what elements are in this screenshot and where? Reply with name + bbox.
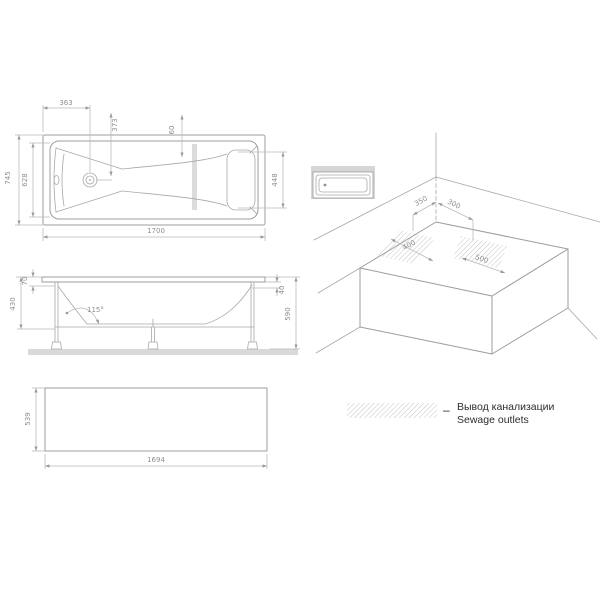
dim-label-angle: 115° [87,306,104,314]
floor-line-left-lower [316,327,360,353]
head-wall-inner [62,154,64,206]
overflow-hole [54,176,59,185]
head-taper-bottom [56,191,122,212]
dim-label-outlet-left-width: 400 [401,238,417,252]
dim-label-overall-length: 1700 [147,227,165,235]
dim-label-drain-y: 373 [111,118,119,132]
foot-end-wall [227,150,255,210]
dim-label-panel-height: 539 [24,412,32,426]
right-support [251,282,254,327]
drain [83,173,97,187]
basin-bottom-edge [122,191,227,206]
floor-line-left-upper [318,268,360,293]
floor-line-right [568,308,597,339]
dim-label-drain-x: 363 [59,99,73,107]
dim-label-foot-width: 448 [271,173,279,187]
legend [347,401,554,426]
mini-plan-icon [311,166,375,199]
tub-side-outline [42,277,265,327]
wall-line-right [436,177,600,222]
legend-label-ru: Вывод канализации [457,401,555,413]
section-band [192,144,197,210]
box-bottom-edges [360,308,568,354]
tub-outer-edge [43,135,265,225]
dim-label-overall-width: 745 [4,171,12,185]
rim-profile [42,277,265,282]
dim-label-offset-right: 300 [446,197,462,211]
dim-label-outlet-right-width: 500 [474,253,490,266]
dim-label-total-height: 590 [284,307,292,321]
floor [28,349,298,355]
dim-label-skirt-height: 430 [9,297,17,311]
tub-basin [54,146,257,214]
basin-top-edge [122,154,227,169]
legend-hatch-swatch [347,403,437,418]
front-panel-view [24,388,267,469]
left-support [55,282,58,327]
adjustable-feet [52,327,258,349]
legend-label-en: Sewage outlets [457,414,529,426]
foot [52,327,62,349]
tub-profile [58,285,252,324]
foot [148,327,158,349]
side-view [9,269,300,355]
dim-label-inner-width: 628 [21,173,29,187]
head-taper-top [56,148,122,169]
front-panel-dimensions [24,388,267,469]
box-vertical-edges [360,249,568,354]
icon-drain [324,184,327,187]
legend-dash: – [443,403,450,417]
drain-center [89,179,91,181]
dim-label-offset-left: 350 [413,194,429,208]
foot [248,327,258,349]
top-view-dimensions [4,99,287,241]
panel-outline [45,388,267,451]
icon-tub-outer [313,172,373,198]
dim-label-rim-overhang: 40 [278,285,286,295]
dim-label-rim-thickness: 70 [21,276,29,286]
top-view [4,99,287,241]
sewage-outlet-right-hatch [453,236,507,268]
dim-label-rim-offset: 60 [168,125,176,135]
dim-label-panel-length: 1694 [147,456,165,464]
